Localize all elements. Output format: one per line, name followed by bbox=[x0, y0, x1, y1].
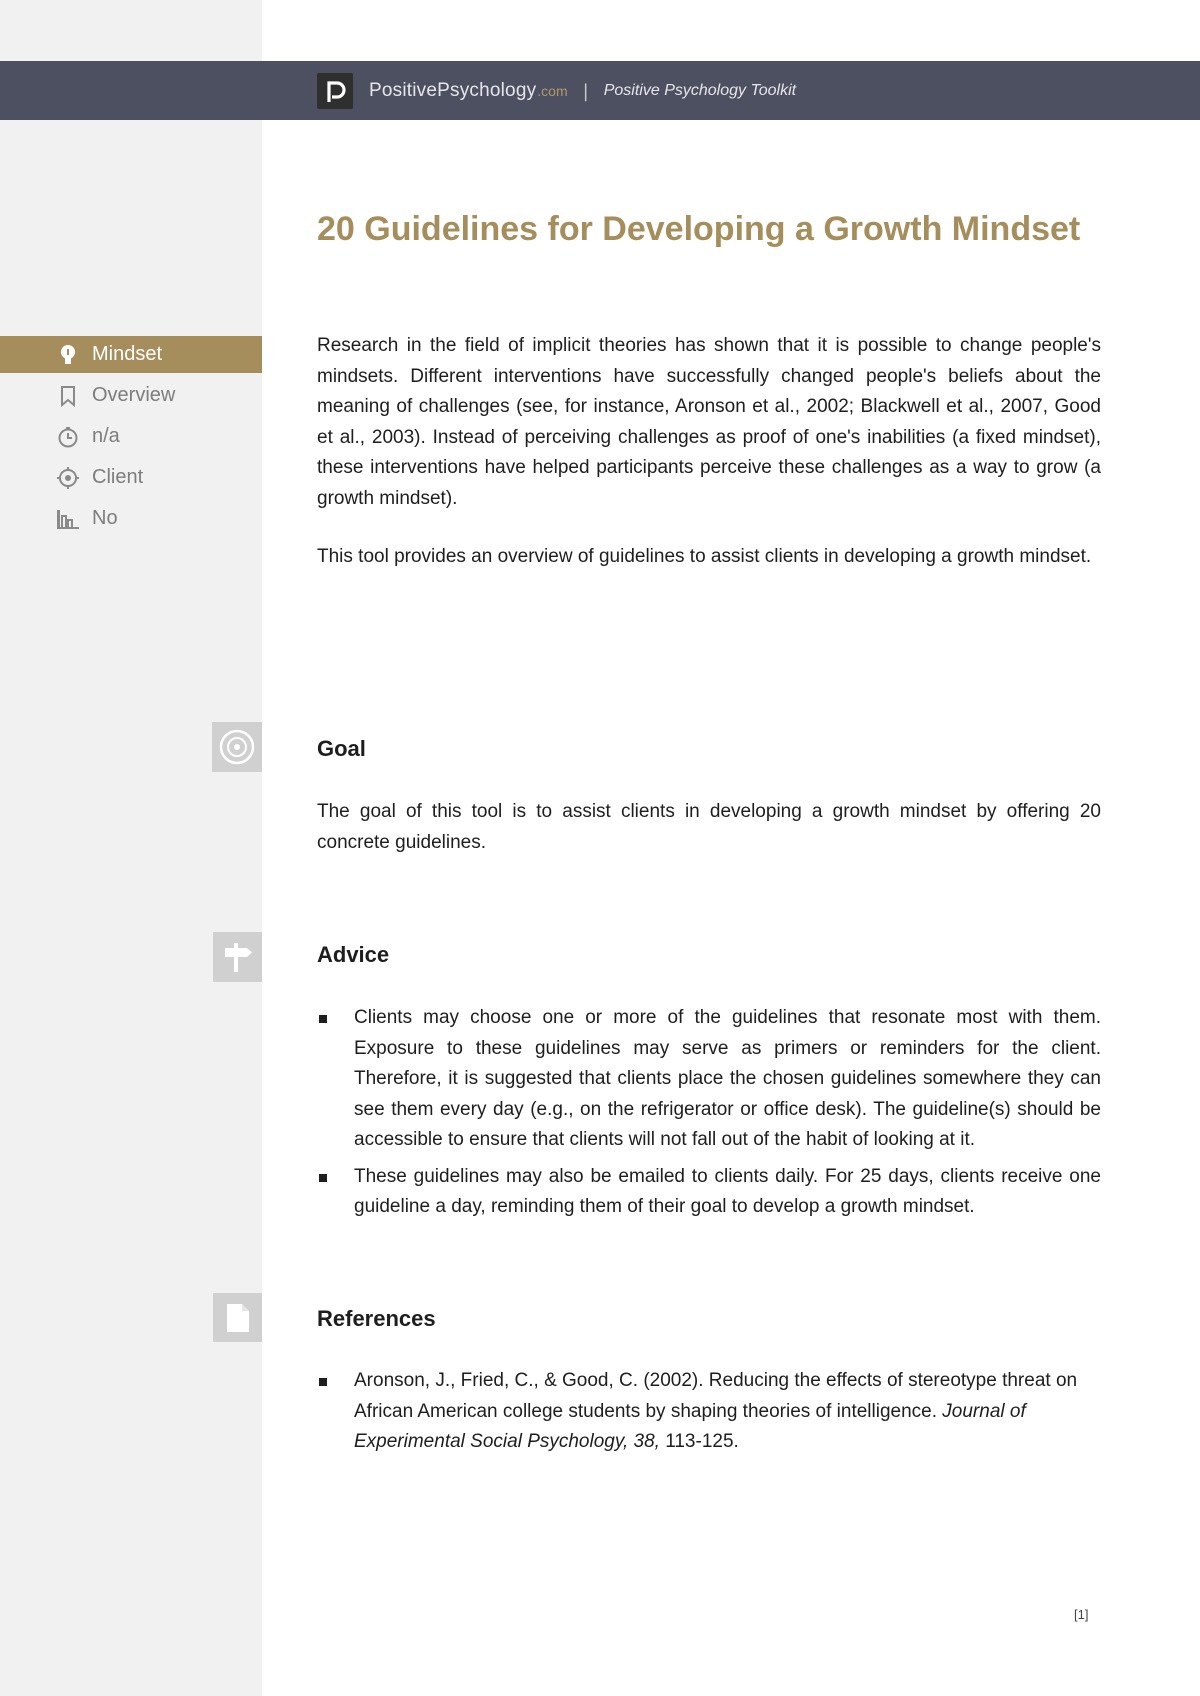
target-icon bbox=[56, 466, 80, 490]
advice-text: These guidelines may also be emailed to clients daily. For 25 days, clients receive one guideline a day, reminding them of their goal to develop a growth mindset. bbox=[354, 1165, 1101, 1217]
references-heading: References bbox=[317, 1306, 436, 1331]
list-item bbox=[317, 1366, 1087, 1458]
list-item bbox=[317, 1162, 1101, 1223]
page-title: 20 Guidelines for Developing a Growth Mindset bbox=[317, 210, 1081, 248]
sidebar-item-label: Mindset bbox=[92, 343, 163, 365]
sidebar bbox=[0, 0, 262, 1696]
bar-chart-icon bbox=[56, 507, 80, 531]
goal-heading: Goal bbox=[317, 736, 366, 761]
signpost-icon bbox=[213, 932, 262, 982]
reference-text: Aronson, J., Fried, C., & Good, C. (2002). Reducing the effects of stereotype threat on African American college students by shaping theories of intelligence. bbox=[354, 1370, 1078, 1422]
advice-text: Clients may choose one or more of the guidelines that resonate most with them. Exposure to these guidelines may serve as primers or reminders for the client. Therefore, it is suggested that clients place the chosen guidelines somewhere they can see them every day (e.g., on the refrigerator or office desk). The guideline(s) should be accessible to ensure that clients will not fall out of the habit of looking at it. bbox=[354, 1007, 1101, 1150]
reference-journal: Journal of Experimental Social Psychology, 38, bbox=[354, 1400, 1026, 1452]
goal-target-icon bbox=[212, 722, 262, 772]
sidebar-item-mindset bbox=[0, 336, 262, 373]
goal-text: The goal of this tool is to assist clients in developing a growth mindset by offering 20 concrete guidelines. bbox=[317, 801, 1101, 853]
sidebar-item-duration bbox=[0, 418, 262, 455]
advice-list bbox=[317, 1003, 1101, 1229]
page-number: [1] bbox=[1074, 1607, 1089, 1622]
reference-pages: 113-125. bbox=[659, 1431, 739, 1452]
brand-name: PositivePsychology bbox=[369, 80, 537, 101]
sidebar-item-client bbox=[0, 459, 262, 496]
bullet-square-icon bbox=[319, 1378, 327, 1386]
list-item bbox=[317, 1003, 1101, 1156]
sidebar-item-overview bbox=[0, 377, 262, 414]
clock-icon bbox=[56, 425, 80, 449]
document-icon bbox=[213, 1293, 262, 1342]
sidebar-item-label: Client bbox=[92, 466, 144, 488]
sidebar-nav bbox=[0, 336, 262, 541]
brand-suffix: .com bbox=[537, 83, 568, 99]
sidebar-item-label: Overview bbox=[92, 384, 176, 406]
sidebar-item-label: No bbox=[92, 507, 118, 529]
toolkit-name: Positive Psychology Toolkit bbox=[603, 82, 797, 99]
sidebar-item-label: n/a bbox=[92, 425, 120, 447]
references-list bbox=[317, 1366, 1087, 1464]
intro-paragraph: This tool provides an overview of guidelines to assist clients in developing a growth mindset. bbox=[317, 546, 1092, 567]
bookmark-icon bbox=[56, 384, 80, 408]
advice-heading: Advice bbox=[317, 942, 390, 967]
logo-icon bbox=[317, 73, 353, 109]
brand-separator: | bbox=[582, 80, 589, 102]
brand-header bbox=[317, 72, 796, 110]
bullet-square-icon bbox=[319, 1015, 327, 1023]
intro-paragraph: Research in the field of implicit theories has shown that it is possible to change people's mindsets. Different interventions have successfully changed people's beliefs about the meaning of challenges (see, for instance, Aronson et al., 2002; Blackwell et al., 2007, Good et al., 2003). Instead of perceiving challenges as proof of one's inabilities (a fixed mindset), these interventions have helped participants perceive these challenges as a way to grow (a growth mindset). bbox=[317, 335, 1101, 509]
sidebar-item-no bbox=[0, 500, 262, 537]
lightbulb-icon bbox=[56, 343, 80, 367]
bullet-square-icon bbox=[319, 1174, 327, 1182]
